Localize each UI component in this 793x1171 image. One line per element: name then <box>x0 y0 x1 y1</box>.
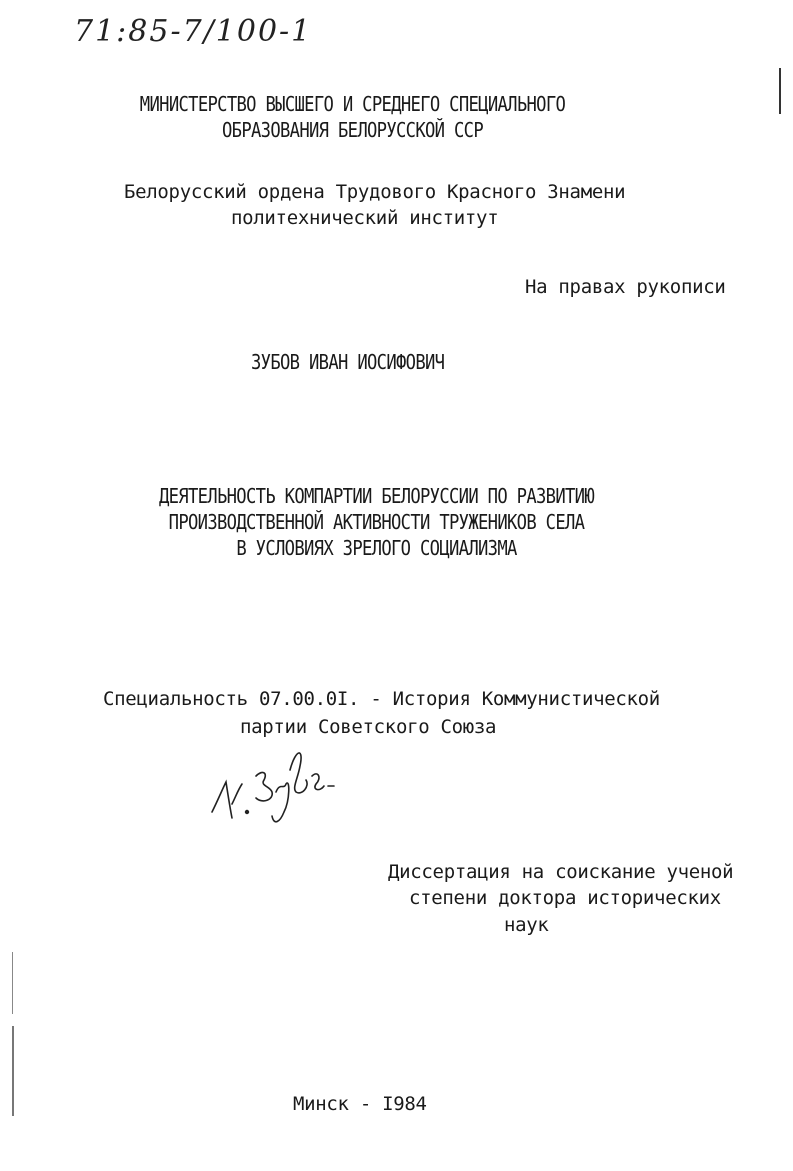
specialty-line-1: Специальность 07.00.0I. - История Коммунистической <box>103 688 660 710</box>
title-line-3: В УСЛОВИЯХ ЗРЕЛОГО СОЦИАЛИЗМА <box>236 536 517 560</box>
specialty-line-2: партии Советского Союза <box>240 716 497 738</box>
title-line-2: ПРОИЗВОДСТВЕННОЙ АКТИВНОСТИ ТРУЖЕНИКОВ СЕЛА <box>168 510 585 534</box>
ministry-line-2: ОБРАЗОВАНИЯ БЕЛОРУССКОЙ ССР <box>221 118 484 142</box>
manuscript-note: На правах рукописи <box>525 276 726 298</box>
degree-line-3: наук <box>504 914 549 936</box>
archive-number: 71:85-7/100-1 <box>74 14 313 49</box>
author-name: ЗУБОВ ИВАН ИОСИФОВИЧ <box>251 350 445 374</box>
institute-line-1: Белорусский ордена Трудового Красного Знамени <box>124 181 626 203</box>
place-year: Минск - I984 <box>293 1093 427 1115</box>
degree-line-2: степени доктора исторических <box>409 887 721 909</box>
signature <box>210 760 340 830</box>
degree-line-1: Диссертация на соискание ученой <box>388 861 734 883</box>
title-line-1: ДЕЯТЕЛЬНОСТЬ КОМПАРТИИ БЕЛОРУССИИ ПО РАЗВИТИЮ <box>158 484 595 508</box>
institute-line-2: политехнический институт <box>231 207 499 229</box>
ministry-line-1: МИНИСТЕРСТВО ВЫСШЕГО И СРЕДНЕГО СПЕЦИАЛЬНОГО <box>139 92 566 116</box>
